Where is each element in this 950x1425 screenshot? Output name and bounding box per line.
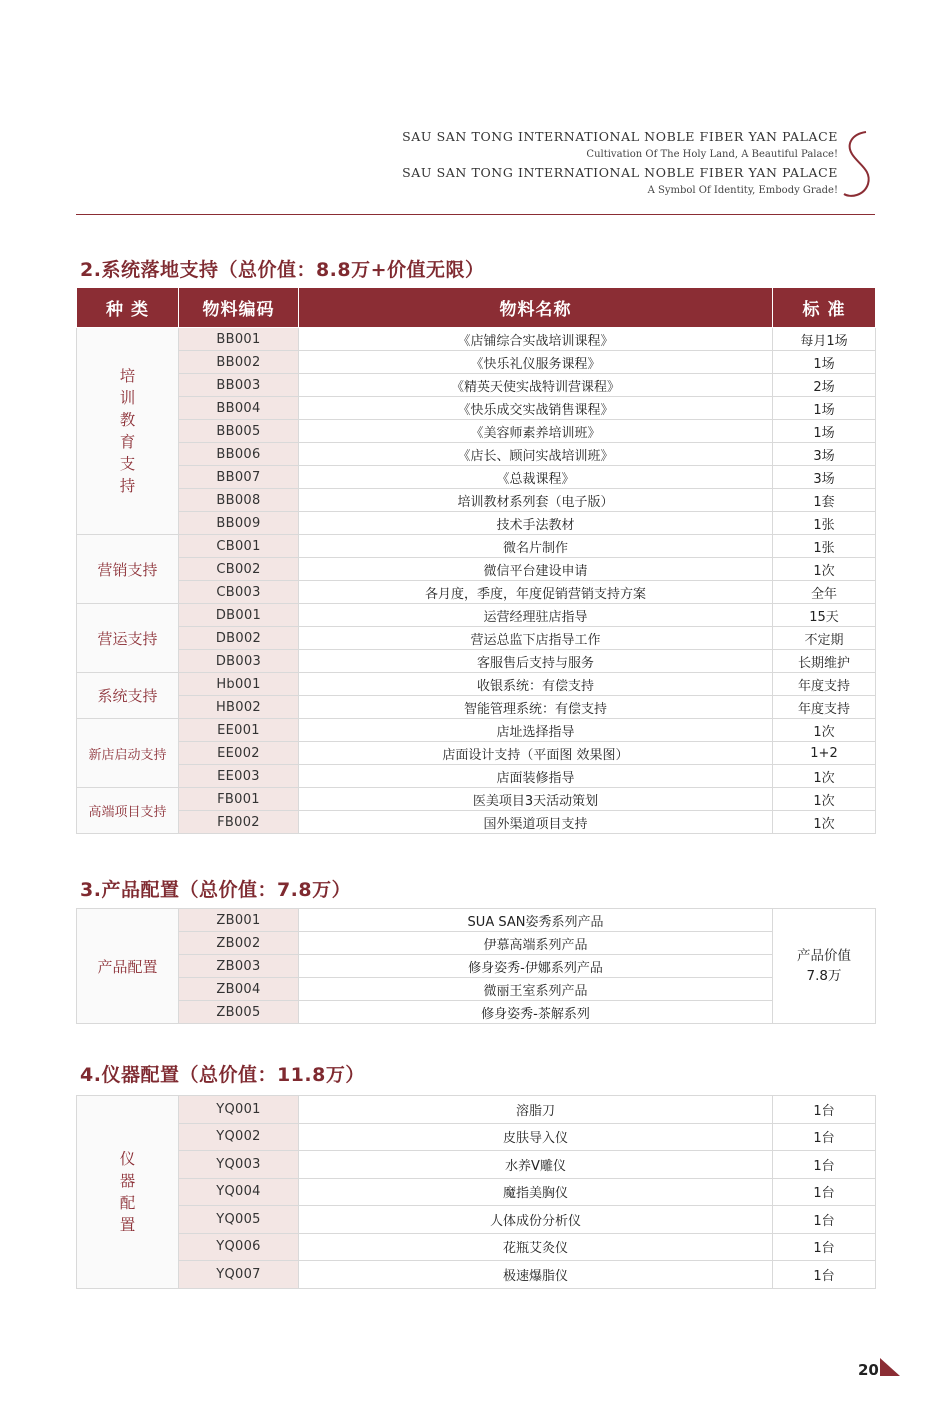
standard-cell: 1次 [773, 811, 876, 834]
code-cell: BB005 [179, 420, 299, 443]
standard-cell: 1+2 [773, 742, 876, 765]
standard-cell: 1张 [773, 512, 876, 535]
name-cell: 微丽王室系列产品 [299, 978, 773, 1001]
code-cell: YQ003 [179, 1151, 299, 1179]
code-cell: EE001 [179, 719, 299, 742]
table-row [77, 397, 876, 420]
standard-cell: 1次 [773, 788, 876, 811]
table-row [77, 811, 876, 834]
standard-cell: 1台 [773, 1233, 876, 1261]
code-cell: ZB001 [179, 909, 299, 932]
category-cell: 营运支持 [77, 604, 179, 673]
standard-cell: 1次 [773, 558, 876, 581]
name-cell: 人体成份分析仪 [299, 1206, 773, 1234]
code-cell: DB001 [179, 604, 299, 627]
code-cell: HB002 [179, 696, 299, 719]
name-cell: 医美项目3天活动策划 [299, 788, 773, 811]
name-cell: 魔指美胸仪 [299, 1178, 773, 1206]
standard-cell: 1台 [773, 1123, 876, 1151]
table-row [77, 673, 876, 696]
category-cell: 产品配置 [77, 909, 179, 1024]
brand-name-1: SAU SAN TONG INTERNATIONAL NOBLE FIBER YAN PALACE [402, 129, 838, 144]
code-cell: YQ001 [179, 1096, 299, 1124]
section4-title: 4.仪器配置（总价值：11.8万） [80, 1064, 365, 1086]
name-cell: 水养V雕仪 [299, 1151, 773, 1179]
name-cell: 《店长、顾问实战培训班》 [299, 443, 773, 466]
product-table [76, 908, 876, 1024]
col-header-name: 物料名称 [299, 288, 773, 328]
standard-cell: 全年 [773, 581, 876, 604]
standard-cell: 1场 [773, 351, 876, 374]
name-cell: 极速爆脂仪 [299, 1261, 773, 1289]
code-cell: EE003 [179, 765, 299, 788]
table-row [77, 374, 876, 397]
code-cell: CB003 [179, 581, 299, 604]
standard-cell: 不定期 [773, 627, 876, 650]
table-row [77, 932, 876, 955]
name-cell: 皮肤导入仪 [299, 1123, 773, 1151]
standard-cell: 1场 [773, 397, 876, 420]
name-cell: 培训教材系列套（电子版） [299, 489, 773, 512]
name-cell: SUA SAN姿秀系列产品 [299, 909, 773, 932]
table-row [77, 466, 876, 489]
code-cell: ZB005 [179, 1001, 299, 1024]
table-row [77, 627, 876, 650]
code-cell: BB006 [179, 443, 299, 466]
table-row [77, 978, 876, 1001]
table-row [77, 1178, 876, 1206]
section2-title: 2.系统落地支持（总价值：8.8万+价值无限） [80, 259, 485, 281]
name-cell: 各月度，季度，年度促销营销支持方案 [299, 581, 773, 604]
table-row [77, 742, 876, 765]
page-corner-icon [878, 1356, 900, 1376]
table-row [77, 443, 876, 466]
standard-cell: 1台 [773, 1261, 876, 1289]
standard-cell: 年度支持 [773, 696, 876, 719]
name-cell: 微信平台建设申请 [299, 558, 773, 581]
code-cell: ZB004 [179, 978, 299, 1001]
code-cell: FB001 [179, 788, 299, 811]
table-row [77, 1123, 876, 1151]
table-row [77, 955, 876, 978]
section3-title: 3.产品配置（总价值：7.8万） [80, 879, 352, 901]
table-row [77, 1001, 876, 1024]
brand-name-2: SAU SAN TONG INTERNATIONAL NOBLE FIBER YAN PALACE [402, 165, 838, 180]
instrument-table [76, 1095, 876, 1289]
name-cell: 《快乐礼仪服务课程》 [299, 351, 773, 374]
name-cell: 店面设计支持（平面图 效果图） [299, 742, 773, 765]
col-header-standard: 标 准 [773, 288, 876, 328]
code-cell: CB001 [179, 535, 299, 558]
standard-cell: 1张 [773, 535, 876, 558]
name-cell: 《快乐成交实战销售课程》 [299, 397, 773, 420]
brand-slogan-2: A Symbol Of Identity, Embody Grade! [647, 185, 838, 196]
standard-cell: 1场 [773, 420, 876, 443]
table-row [77, 1151, 876, 1179]
category-cell: 新店启动支持 [77, 719, 179, 788]
name-cell: 《美容师素养培训班》 [299, 420, 773, 443]
name-cell: 《总裁课程》 [299, 466, 773, 489]
name-cell: 客服售后支持与服务 [299, 650, 773, 673]
name-cell: 技术手法教材 [299, 512, 773, 535]
code-cell: BB003 [179, 374, 299, 397]
brand-slogan-1: Cultivation Of The Holy Land, A Beautiful Palace! [586, 149, 838, 160]
table-row [77, 696, 876, 719]
product-value-cell [773, 909, 876, 1024]
table-row [77, 1096, 876, 1124]
name-cell: 店面装修指导 [299, 765, 773, 788]
table-row [77, 558, 876, 581]
name-cell: 收银系统：有偿支持 [299, 673, 773, 696]
code-cell: BB007 [179, 466, 299, 489]
standard-cell: 长期维护 [773, 650, 876, 673]
name-cell: 伊慕高端系列产品 [299, 932, 773, 955]
name-cell: 《精英天使实战特训营课程》 [299, 374, 773, 397]
code-cell: YQ007 [179, 1261, 299, 1289]
s-logo-icon [842, 128, 874, 202]
table-row [77, 351, 876, 374]
table-row [77, 1206, 876, 1234]
table-row [77, 420, 876, 443]
code-cell: BB009 [179, 512, 299, 535]
code-cell: YQ006 [179, 1233, 299, 1261]
name-cell: 微名片制作 [299, 535, 773, 558]
table-row [77, 788, 876, 811]
standard-cell: 1次 [773, 719, 876, 742]
standard-cell: 15天 [773, 604, 876, 627]
code-cell: YQ002 [179, 1123, 299, 1151]
name-cell: 国外渠道项目支持 [299, 811, 773, 834]
header-divider [76, 214, 875, 215]
name-cell: 修身姿秀-伊娜系列产品 [299, 955, 773, 978]
table-row [77, 535, 876, 558]
table-row [77, 512, 876, 535]
code-cell: ZB003 [179, 955, 299, 978]
name-cell: 溶脂刀 [299, 1096, 773, 1124]
standard-cell: 1台 [773, 1151, 876, 1179]
code-cell: YQ004 [179, 1178, 299, 1206]
table-row [77, 1261, 876, 1289]
standard-cell: 1台 [773, 1096, 876, 1124]
table-header-row [77, 288, 876, 328]
standard-cell: 2场 [773, 374, 876, 397]
name-cell: 智能管理系统：有偿支持 [299, 696, 773, 719]
name-cell: 运营经理驻店指导 [299, 604, 773, 627]
table-row [77, 328, 876, 351]
category-cell: 系统支持 [77, 673, 179, 719]
table-row [77, 650, 876, 673]
standard-cell: 1台 [773, 1206, 876, 1234]
code-cell: CB002 [179, 558, 299, 581]
page-number: 20 [858, 1361, 879, 1379]
code-cell: YQ005 [179, 1206, 299, 1234]
name-cell: 店址选择指导 [299, 719, 773, 742]
name-cell: 《店铺综合实战培训课程》 [299, 328, 773, 351]
code-cell: DB003 [179, 650, 299, 673]
category-cell: 仪 器 配 置 [77, 1096, 179, 1289]
category-cell: 高端项目支持 [77, 788, 179, 834]
table-row [77, 581, 876, 604]
standard-cell: 3场 [773, 466, 876, 489]
code-cell: Hb001 [179, 673, 299, 696]
standard-cell: 1次 [773, 765, 876, 788]
code-cell: BB002 [179, 351, 299, 374]
standard-cell: 1台 [773, 1178, 876, 1206]
table-row [77, 489, 876, 512]
code-cell: FB002 [179, 811, 299, 834]
code-cell: BB008 [179, 489, 299, 512]
table-row [77, 909, 876, 932]
product-value-label: 产品价值 [797, 948, 851, 964]
support-table [76, 287, 876, 834]
name-cell: 营运总监下店指导工作 [299, 627, 773, 650]
brand-header [402, 128, 838, 200]
table-row [77, 604, 876, 627]
col-header-category: 种 类 [77, 288, 179, 328]
col-header-code: 物料编码 [179, 288, 299, 328]
name-cell: 修身姿秀-茶解系列 [299, 1001, 773, 1024]
standard-cell: 1套 [773, 489, 876, 512]
table-row [77, 1233, 876, 1261]
name-cell: 花瓶艾灸仪 [299, 1233, 773, 1261]
table-row [77, 719, 876, 742]
code-cell: DB002 [179, 627, 299, 650]
code-cell: BB004 [179, 397, 299, 420]
code-cell: EE002 [179, 742, 299, 765]
product-value-amount: 7.8万 [806, 968, 842, 984]
code-cell: ZB002 [179, 932, 299, 955]
category-cell: 营销支持 [77, 535, 179, 604]
standard-cell: 3场 [773, 443, 876, 466]
category-cell: 培 训 教 育 支 持 [77, 328, 179, 535]
standard-cell: 每月1场 [773, 328, 876, 351]
code-cell: BB001 [179, 328, 299, 351]
standard-cell: 年度支持 [773, 673, 876, 696]
table-row [77, 765, 876, 788]
